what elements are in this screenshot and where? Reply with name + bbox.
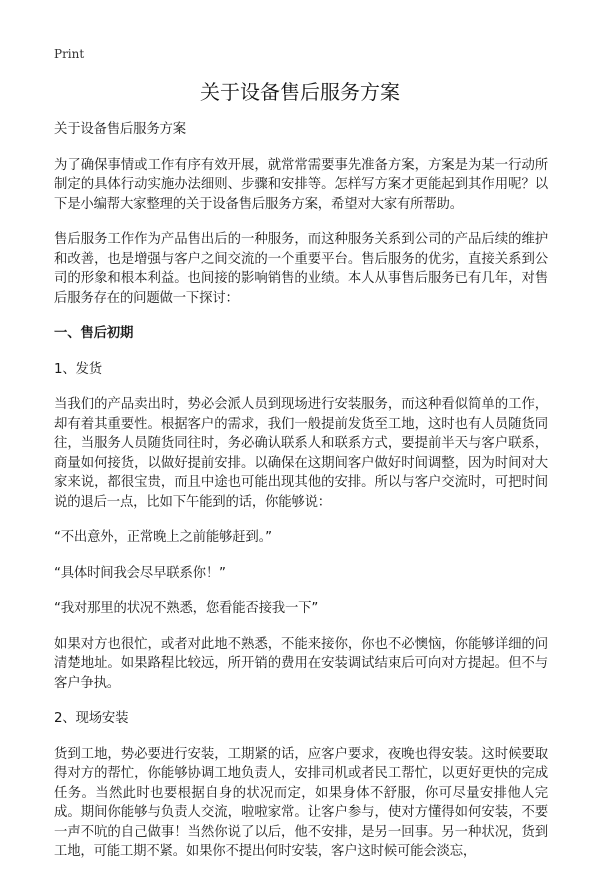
document-body xyxy=(54,120,548,878)
quote-line: “不出意外，正常晚上之前能够赶到。” xyxy=(54,530,272,545)
document-subtitle: 关于设备售后服务方案 xyxy=(54,122,186,137)
item-heading-delivery: 1、发货 xyxy=(54,361,102,377)
intro-paragraph: 售后服务工作作为产品售出后的一种服务，而这种服务关系到公司的产品后续的维护和改善，也是增强与客户之间交流的一个重要平台。售后服务的优劣，直接关系到公司的形象和根本利益。也间接的影响销售的业绩。本人从事售后服务已有几年，对售后服务存在的问题做一下探讨： xyxy=(54,232,548,306)
print-label: Print xyxy=(54,47,85,61)
body-paragraph: 当我们的产品卖出时，势必会派人员到现场进行安装服务，而这种看似简单的工作，却有着其重要性。根据客户的需求，我们一般提前发货至工地，这时也有人员随货同往，当服务人员随货同往时，务必确认联系人和联系方式，要提前半天与客户联系，商量如何接货，以做好提前安排。以确保在这期间客户做好时间调整，因为时间对大家来说，都很宝贵，而且中途也可能出现其他的安排。所以与客户交流时，可把时间说的退后一点，比如下午能到的话，你能够说： xyxy=(54,397,548,510)
document-title: 关于设备售后服务方案 xyxy=(200,80,400,104)
body-paragraph: 货到工地，势必要进行安装，工期紧的话，应客户要求，夜晚也得安装。这时候要取得对方的帮忙，你能够协调工地负责人，安排司机或者民工帮忙，以更好更快的完成任务。当然此时也要根据自身的状况而定，如果身体不舒服，你可尽量安排他人完成。期间你能够与负责人交流，啦啦家常。让客户参与，使对方懂得如何安装，不要一声不吭的自己做事！当然你说了以后，他不安排，是另一回事。另一种状况，货到工地，可能工期不紧。如果你不提出何时安装，客户这时候可能会淡忘， xyxy=(54,746,548,859)
item-heading-installation: 2、现场安装 xyxy=(54,711,129,726)
body-paragraph: 如果对方也很忙，或者对此地不熟悉，不能来接你，你也不必懊恼，你能够详细的问清楚地址。如果路程比较远，所开销的费用在安装调试结束后可向对方提起。但不与客户争执。 xyxy=(54,636,548,691)
quote-line: “我对那里的状况不熟悉，您看能否接我一下” xyxy=(54,601,319,616)
quote-line: “具体时间我会尽早联系你！” xyxy=(54,565,226,581)
intro-paragraph: 为了确保事情或工作有序有效开展，就常常需要事先准备方案，方案是为某一行动所制定的具体行动实施办法细则、步骤和安排等。怎样写方案才更能起到其作用呢？以下是小编帮大家整理的关于设备售后服务方案，希望对大家有所帮助。 xyxy=(54,157,548,212)
section-heading: 一、售后初期 xyxy=(54,326,134,341)
